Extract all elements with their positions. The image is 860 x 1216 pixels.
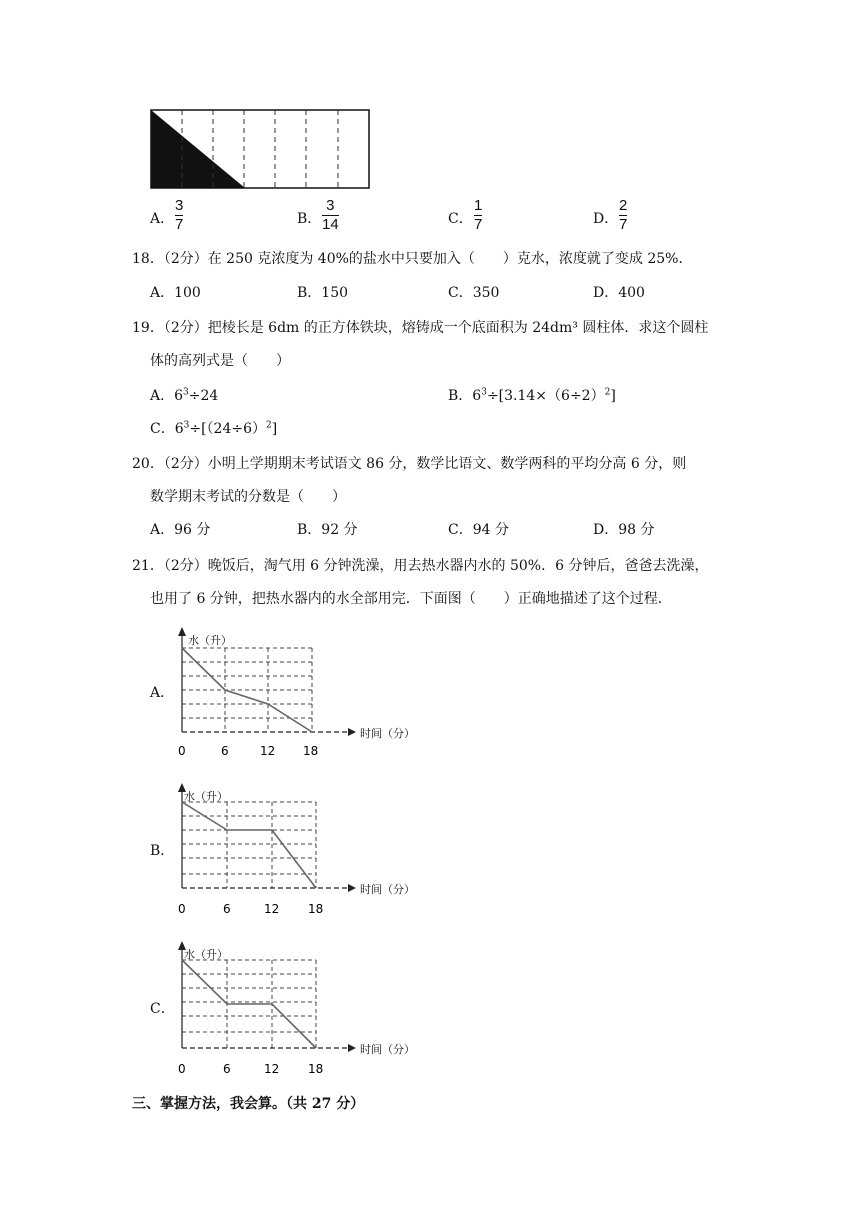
q20-stem-line1: 20．（2分）小明上学期期末考试语文 86 分，数学比语文、数学两科的平均分高 6 分，则 — [132, 456, 687, 472]
q18-option-d[interactable]: D．400 — [593, 285, 645, 301]
q19-option-c[interactable] — [150, 418, 277, 438]
q18-option-b[interactable]: B．150 — [297, 285, 349, 301]
text: ÷[（24÷6） — [189, 421, 267, 437]
water-line — [182, 960, 316, 1048]
q19-option-b[interactable] — [448, 385, 616, 405]
tick-0: 0 — [178, 902, 186, 916]
text: ] — [271, 421, 278, 437]
q21-option-a-label[interactable]: A． — [150, 685, 175, 701]
exponent: 3 — [183, 387, 189, 398]
section-heading: 三、掌握方法，我会算。（共 27 分） — [132, 1096, 365, 1112]
numerator: 3 — [175, 197, 184, 214]
q17-option-a-fraction — [175, 198, 183, 233]
x-axis-label: 时间（分） — [360, 883, 415, 896]
q18-stem: 18．（2分）在 250 克浓度为 40%的盐水中只要加入（ ）克水，浓度就了变成 25%． — [132, 251, 693, 267]
q21-option-c-label[interactable]: C． — [150, 1001, 175, 1017]
q21-graph-b — [170, 780, 430, 922]
tick-18: 18 — [303, 744, 319, 758]
q18-option-c[interactable]: C．350 — [448, 285, 500, 301]
q17-option-d-fraction — [619, 198, 627, 233]
tick-12: 12 — [260, 744, 276, 758]
tick-18: 18 — [308, 902, 324, 916]
numerator: 2 — [619, 197, 628, 214]
exponent: 3 — [481, 387, 487, 398]
q21-stem-line2: 也用了 6 分钟，把热水器内的水全部用完．下面图（ ）正确地描述了这个过程． — [150, 591, 672, 607]
exponent: 2 — [266, 420, 272, 431]
q20-option-b[interactable]: B．92 分 — [297, 522, 358, 538]
denominator: 7 — [175, 216, 184, 233]
text: ÷[3.14×（6÷2） — [486, 388, 605, 404]
q20-stem-line2: 数学期末考试的分数是（ ） — [150, 489, 346, 505]
q21-graph-a — [170, 624, 430, 764]
denominator: 14 — [322, 216, 339, 233]
q17-option-c-label[interactable]: C． — [448, 211, 473, 227]
tick-18: 18 — [308, 1062, 324, 1076]
tick-12: 12 — [264, 1062, 280, 1076]
q17-figure — [150, 109, 372, 191]
text: C．6 — [150, 421, 184, 437]
x-axis-label: 时间（分） — [360, 1043, 415, 1056]
y-axis-label: 水（升） — [184, 948, 228, 961]
tick-6: 6 — [223, 1062, 231, 1076]
q19-stem-line2: 体的高列式是（ ） — [150, 353, 290, 369]
q17-option-c-fraction — [474, 198, 482, 233]
tick-6: 6 — [221, 744, 229, 758]
text: B．6 — [448, 388, 482, 404]
denominator: 7 — [474, 216, 483, 233]
exponent: 3 — [183, 420, 190, 431]
numerator: 1 — [474, 197, 483, 214]
q19-option-a[interactable] — [150, 385, 218, 405]
y-axis-label: 水（升） — [188, 634, 232, 647]
tick-0: 0 — [178, 744, 186, 758]
denominator: 7 — [619, 216, 628, 233]
q20-option-c[interactable]: C．94 分 — [448, 522, 509, 538]
q17-option-d-label[interactable]: D． — [593, 211, 619, 227]
q19-stem-line1: 19．（2分）把棱长是 6dm 的正方体铁块，熔铸成一个底面积为 24dm³ 圆柱体．求这个圆柱 — [132, 320, 709, 336]
water-line — [182, 802, 316, 888]
text: ] — [610, 388, 616, 404]
y-axis-label: 水（升） — [184, 790, 228, 803]
tick-6: 6 — [223, 902, 231, 916]
q21-stem-line1: 21．（2分）晚饭后，淘气用 6 分钟洗澡，用去热水器内水的 50%．6 分钟后，爸爸去洗澡， — [132, 558, 709, 574]
numerator: 3 — [326, 197, 335, 214]
q17-option-a-label[interactable]: A． — [150, 211, 175, 227]
text: A．6 — [150, 388, 184, 404]
q18-option-a[interactable]: A．100 — [150, 285, 201, 301]
q21-graph-c — [170, 938, 430, 1080]
q20-option-a[interactable]: A．96 分 — [150, 522, 211, 538]
tick-12: 12 — [264, 902, 280, 916]
exponent: 2 — [604, 387, 611, 398]
q20-option-d[interactable]: D．98 分 — [593, 522, 655, 538]
x-axis-label: 时间（分） — [360, 727, 415, 740]
text: ÷24 — [188, 388, 219, 404]
q21-option-b-label[interactable]: B． — [150, 843, 175, 859]
q17-option-b-fraction — [322, 198, 339, 233]
tick-0: 0 — [178, 1062, 186, 1076]
q17-option-b-label[interactable]: B． — [297, 211, 322, 227]
